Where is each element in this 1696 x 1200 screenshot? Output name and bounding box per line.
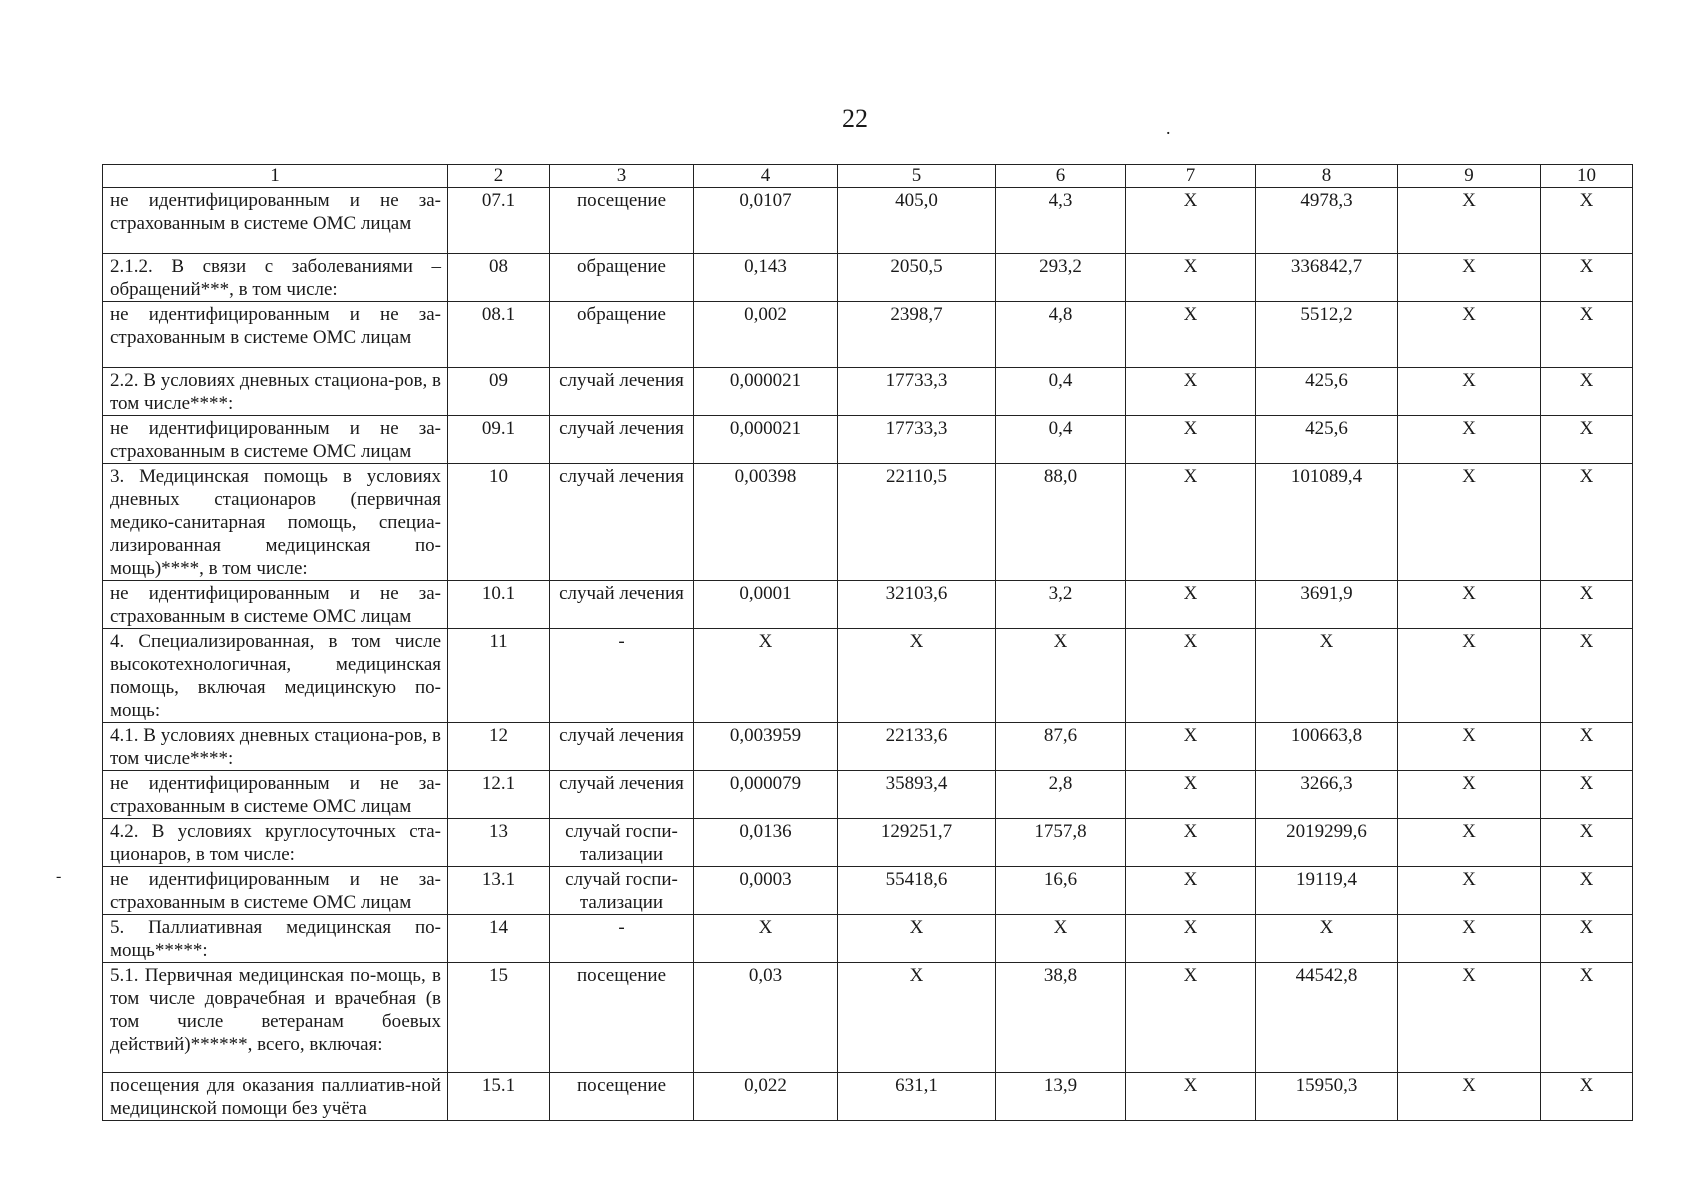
table-row xyxy=(103,464,1633,581)
value-cell: 2,8 xyxy=(996,771,1126,819)
value-cell: 13.1 xyxy=(448,867,550,915)
column-number-header: 6 xyxy=(996,165,1126,188)
value-cell: 13 xyxy=(448,819,550,867)
value-cell: 10.1 xyxy=(448,581,550,629)
value-cell: 425,6 xyxy=(1256,368,1398,416)
value-cell: 2019299,6 xyxy=(1256,819,1398,867)
column-number-header: 1 xyxy=(103,165,448,188)
value-cell: X xyxy=(1398,368,1541,416)
value-cell: 35893,4 xyxy=(838,771,996,819)
value-cell: 09.1 xyxy=(448,416,550,464)
page-number: 22 xyxy=(842,104,868,133)
value-cell: 129251,7 xyxy=(838,819,996,867)
value-cell: X xyxy=(1541,368,1633,416)
value-cell: 38,8 xyxy=(996,963,1126,1073)
table-row xyxy=(103,867,1633,915)
value-cell: X xyxy=(1541,302,1633,368)
column-number-header: 7 xyxy=(1126,165,1256,188)
value-cell: X xyxy=(1126,629,1256,723)
value-cell: 17733,3 xyxy=(838,368,996,416)
column-number-header: 8 xyxy=(1256,165,1398,188)
value-cell: случай лечения xyxy=(550,771,694,819)
value-cell: X xyxy=(996,915,1126,963)
value-cell: 0,4 xyxy=(996,368,1126,416)
value-cell: X xyxy=(1398,629,1541,723)
value-cell: 2050,5 xyxy=(838,254,996,302)
value-cell: - xyxy=(550,629,694,723)
value-cell: 5512,2 xyxy=(1256,302,1398,368)
value-cell: 0,000021 xyxy=(694,368,838,416)
value-cell: X xyxy=(1398,1073,1541,1121)
value-cell: X xyxy=(838,915,996,963)
value-cell: X xyxy=(1398,819,1541,867)
value-cell: X xyxy=(1126,302,1256,368)
row-name-cell: посещения для оказания паллиатив-ной медицинской помощи без учёта xyxy=(103,1073,448,1121)
value-cell: X xyxy=(1126,771,1256,819)
column-number-header: 5 xyxy=(838,165,996,188)
value-cell: 12 xyxy=(448,723,550,771)
value-cell: X xyxy=(1541,1073,1633,1121)
value-cell: X xyxy=(1541,464,1633,581)
table-row xyxy=(103,302,1633,368)
value-cell: случай лечения xyxy=(550,416,694,464)
value-cell: 15 xyxy=(448,963,550,1073)
value-cell: случай лечения xyxy=(550,581,694,629)
value-cell: 4,8 xyxy=(996,302,1126,368)
value-cell: 101089,4 xyxy=(1256,464,1398,581)
value-cell: X xyxy=(1541,254,1633,302)
value-cell: 4978,3 xyxy=(1256,188,1398,254)
value-cell: X xyxy=(1126,963,1256,1073)
value-cell: 0,0107 xyxy=(694,188,838,254)
value-cell: 08.1 xyxy=(448,302,550,368)
value-cell: 08 xyxy=(448,254,550,302)
stray-dot-mark: . xyxy=(1166,118,1171,138)
value-cell: X xyxy=(1256,629,1398,723)
value-cell: X xyxy=(1126,581,1256,629)
value-cell: X xyxy=(1126,1073,1256,1121)
value-cell: 405,0 xyxy=(838,188,996,254)
row-name-cell: не идентифицированным и не за-страхованным в системе ОМС лицам xyxy=(103,581,448,629)
value-cell: случай лечения xyxy=(550,464,694,581)
value-cell: 19119,4 xyxy=(1256,867,1398,915)
table-row xyxy=(103,915,1633,963)
value-cell: 22110,5 xyxy=(838,464,996,581)
value-cell: X xyxy=(1126,867,1256,915)
table-row xyxy=(103,1073,1633,1121)
table-header-row xyxy=(103,165,1633,188)
stray-dash-mark: - xyxy=(56,868,62,885)
value-cell: X xyxy=(1398,464,1541,581)
value-cell: 0,0003 xyxy=(694,867,838,915)
value-cell: 0,022 xyxy=(694,1073,838,1121)
value-cell: посещение xyxy=(550,963,694,1073)
value-cell: X xyxy=(1398,771,1541,819)
table-row xyxy=(103,629,1633,723)
table-row xyxy=(103,416,1633,464)
row-name-cell: не идентифицированным и не за-страхованным в системе ОМС лицам xyxy=(103,867,448,915)
data-table xyxy=(102,164,1633,1121)
value-cell: X xyxy=(1541,819,1633,867)
column-number-header: 3 xyxy=(550,165,694,188)
value-cell: X xyxy=(1541,915,1633,963)
value-cell: 0,0001 xyxy=(694,581,838,629)
value-cell: X xyxy=(1126,254,1256,302)
row-name-cell: 5. Паллиативная медицинская по-мощь*****: xyxy=(103,915,448,963)
value-cell: 0,003959 xyxy=(694,723,838,771)
table-row xyxy=(103,188,1633,254)
value-cell: X xyxy=(1541,416,1633,464)
value-cell: 2398,7 xyxy=(838,302,996,368)
value-cell: X xyxy=(1256,915,1398,963)
row-name-cell: 4. Специализированная, в том числе высокотехнологичная, медицинская помощь, включая медицинскую по-мощь: xyxy=(103,629,448,723)
value-cell: - xyxy=(550,915,694,963)
value-cell: 17733,3 xyxy=(838,416,996,464)
value-cell: X xyxy=(1126,723,1256,771)
value-cell: X xyxy=(838,629,996,723)
value-cell: 3691,9 xyxy=(1256,581,1398,629)
value-cell: X xyxy=(1126,915,1256,963)
value-cell: X xyxy=(1398,416,1541,464)
row-name-cell: не идентифицированным и не за-страхованным в системе ОМС лицам xyxy=(103,416,448,464)
row-name-cell: не идентифицированным и не за-страхованным в системе ОМС лицам xyxy=(103,302,448,368)
table-row xyxy=(103,963,1633,1073)
value-cell: 0,000079 xyxy=(694,771,838,819)
value-cell: X xyxy=(1398,963,1541,1073)
value-cell: X xyxy=(694,629,838,723)
value-cell: 100663,8 xyxy=(1256,723,1398,771)
value-cell: 44542,8 xyxy=(1256,963,1398,1073)
value-cell: 32103,6 xyxy=(838,581,996,629)
value-cell: 425,6 xyxy=(1256,416,1398,464)
value-cell: случай лечения xyxy=(550,723,694,771)
value-cell: 0,03 xyxy=(694,963,838,1073)
value-cell: X xyxy=(838,963,996,1073)
value-cell: X xyxy=(1126,464,1256,581)
table-row xyxy=(103,581,1633,629)
value-cell: случай госпи-тализации xyxy=(550,819,694,867)
value-cell: случай госпи-тализации xyxy=(550,867,694,915)
value-cell: 12.1 xyxy=(448,771,550,819)
table-row xyxy=(103,254,1633,302)
value-cell: X xyxy=(1398,188,1541,254)
value-cell: X xyxy=(1126,819,1256,867)
value-cell: X xyxy=(1398,254,1541,302)
value-cell: X xyxy=(1398,723,1541,771)
table-row xyxy=(103,368,1633,416)
value-cell: посещение xyxy=(550,1073,694,1121)
value-cell: случай лечения xyxy=(550,368,694,416)
value-cell: 55418,6 xyxy=(838,867,996,915)
column-number-header: 2 xyxy=(448,165,550,188)
value-cell: 0,4 xyxy=(996,416,1126,464)
value-cell: 10 xyxy=(448,464,550,581)
row-name-cell: 3. Медицинская помощь в условиях дневных стационаров (первичная медико-санитарная помощь, специа-лизированная медицинская по-мощь)****, в том числе: xyxy=(103,464,448,581)
row-name-cell: 2.2. В условиях дневных стациона-ров, в том числе****: xyxy=(103,368,448,416)
row-name-cell: 4.1. В условиях дневных стациона-ров, в том числе****: xyxy=(103,723,448,771)
value-cell: X xyxy=(1541,188,1633,254)
value-cell: обращение xyxy=(550,302,694,368)
table-row xyxy=(103,723,1633,771)
value-cell: X xyxy=(1126,188,1256,254)
value-cell: X xyxy=(1126,368,1256,416)
value-cell: 15.1 xyxy=(448,1073,550,1121)
column-number-header: 9 xyxy=(1398,165,1541,188)
value-cell: X xyxy=(1541,723,1633,771)
table-row xyxy=(103,819,1633,867)
value-cell: 16,6 xyxy=(996,867,1126,915)
value-cell: посещение xyxy=(550,188,694,254)
value-cell: 87,6 xyxy=(996,723,1126,771)
column-number-header: 10 xyxy=(1541,165,1633,188)
row-name-cell: не идентифицированным и не за-страхованным в системе ОМС лицам xyxy=(103,771,448,819)
value-cell: 0,0136 xyxy=(694,819,838,867)
value-cell: X xyxy=(1541,629,1633,723)
value-cell: 4,3 xyxy=(996,188,1126,254)
row-name-cell: 2.1.2. В связи с заболеваниями – обращений***, в том числе: xyxy=(103,254,448,302)
value-cell: X xyxy=(1541,867,1633,915)
value-cell: 13,9 xyxy=(996,1073,1126,1121)
value-cell: 0,143 xyxy=(694,254,838,302)
value-cell: 336842,7 xyxy=(1256,254,1398,302)
value-cell: 88,0 xyxy=(996,464,1126,581)
value-cell: 1757,8 xyxy=(996,819,1126,867)
value-cell: X xyxy=(1541,963,1633,1073)
value-cell: X xyxy=(694,915,838,963)
value-cell: 3266,3 xyxy=(1256,771,1398,819)
value-cell: 631,1 xyxy=(838,1073,996,1121)
value-cell: 0,00398 xyxy=(694,464,838,581)
value-cell: 0,002 xyxy=(694,302,838,368)
value-cell: обращение xyxy=(550,254,694,302)
value-cell: X xyxy=(1398,302,1541,368)
table-row xyxy=(103,771,1633,819)
value-cell: X xyxy=(1398,915,1541,963)
value-cell: 3,2 xyxy=(996,581,1126,629)
value-cell: 11 xyxy=(448,629,550,723)
row-name-cell: не идентифицированным и не за-страхованным в системе ОМС лицам xyxy=(103,188,448,254)
value-cell: 09 xyxy=(448,368,550,416)
column-number-header: 4 xyxy=(694,165,838,188)
row-name-cell: 5.1. Первичная медицинская по-мощь, в том числе доврачебная и врачебная (в том числе ветеранам боевых действий)******, всего, включая: xyxy=(103,963,448,1073)
value-cell: 22133,6 xyxy=(838,723,996,771)
row-name-cell: 4.2. В условиях круглосуточных ста-ционаров, в том числе: xyxy=(103,819,448,867)
value-cell: X xyxy=(1398,867,1541,915)
value-cell: 0,000021 xyxy=(694,416,838,464)
value-cell: X xyxy=(1398,581,1541,629)
value-cell: X xyxy=(996,629,1126,723)
value-cell: X xyxy=(1126,416,1256,464)
value-cell: X xyxy=(1541,581,1633,629)
value-cell: 07.1 xyxy=(448,188,550,254)
value-cell: X xyxy=(1541,771,1633,819)
value-cell: 293,2 xyxy=(996,254,1126,302)
value-cell: 14 xyxy=(448,915,550,963)
value-cell: 15950,3 xyxy=(1256,1073,1398,1121)
